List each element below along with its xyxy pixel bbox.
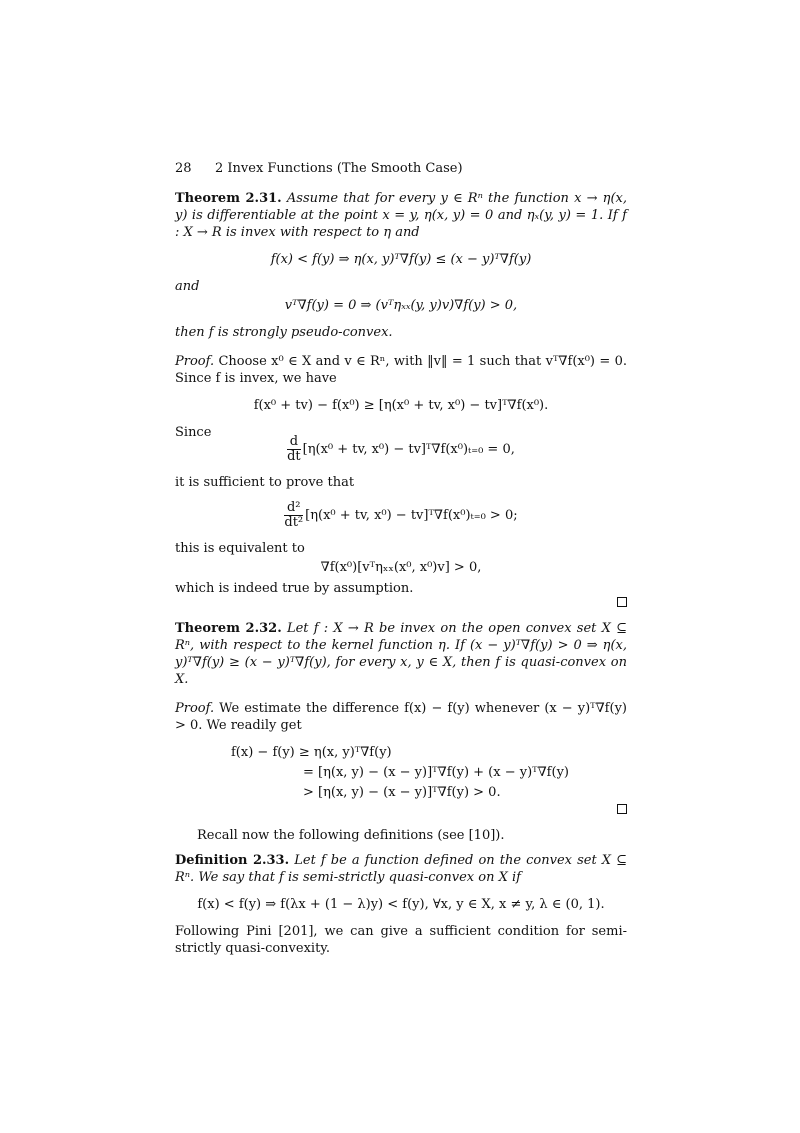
theorem-statement: Let f : X → R be invex on the open convex set X ⊆ Rⁿ, with respect to the kernel function η. If (x − y)ᵀ∇f(y) > 0 ⇒ η(x, y)ᵀ∇f(y) ≥ (x − y)ᵀ∇f(y), for every x, y ∈ X, then f is quasi-convex on X. (175, 621, 627, 687)
proof-label: Proof. (175, 354, 215, 369)
equation-second-derivative: $\frac{\text{d²}}{\text{dt²}}$ [η(x⁰ + tv, x⁰) − tv]ᵀ∇f(x⁰)ₜ₌₀ > 0; (284, 500, 518, 530)
proof-label: Proof. (175, 701, 215, 716)
equation: f(x⁰ + tv) − f(x⁰) ≥ [η(x⁰ + tv, x⁰) − tv]ᵀ∇f(x⁰). (253, 398, 549, 413)
proof-text: it is sufficient to prove that (175, 475, 355, 490)
theorem-statement: Assume that for every y ∈ Rⁿ the function x → η(x, y) is differentiable at the point x = y, η(x, y) = 0 and ηₓ(y, y) = 1. If f : X → R is invex with respect to η and (175, 191, 627, 240)
definition-label: Definition 2.33. (175, 853, 290, 868)
equation: vᵀ∇f(y) = 0 ⇒ (vᵀηₓₓ(y, y)v)∇f(y) > 0, (284, 298, 518, 313)
theorem-label: Theorem 2.31. (175, 191, 282, 206)
proof-text: We estimate the difference f(x) − f(y) whenever (x − y)ᵀ∇f(y) > 0. We readily get (175, 701, 627, 733)
proof-text: Choose x⁰ ∈ X and v ∈ Rⁿ, with ‖v‖ = 1 such that vᵀ∇f(x⁰) = 0. Since f is invex, we have (175, 354, 627, 386)
equation: ∇f(x⁰)[vᵀηₓₓ(x⁰, x⁰)v] > 0, (320, 560, 482, 575)
equation-row: f(x) − f(y) ≥ η(x, y)ᵀ∇f(y) (231, 745, 392, 760)
equation-derivative: $\frac{d}{dt}$ [η(x⁰ + tv, x⁰) − tv]ᵀ∇f(x⁰)ₜ₌₀ = 0, (287, 434, 515, 464)
qed-symbol (175, 802, 627, 819)
theorem-label: Theorem 2.32. (175, 621, 282, 636)
proof-paragraph (175, 700, 627, 734)
equation-row: = [η(x, y) − (x − y)]ᵀ∇f(y) + (x − y)ᵀ∇f(y) (303, 765, 569, 780)
aligned-equations (231, 744, 627, 804)
page-number: 28 (175, 161, 192, 176)
running-title: 2 Invex Functions (The Smooth Case) (215, 161, 463, 176)
recall-text: Recall now the following definitions (see [10]). (197, 828, 505, 843)
equation: f(x) < f(y) ⇒ η(x, y)ᵀ∇f(y) ≤ (x − y)ᵀ∇f(y) (270, 252, 532, 267)
equation: f(x) < f(y) ⇒ f(λx + (1 − λ)y) < f(y), ∀x, y ∈ X, x ≠ y, λ ∈ (0, 1). (197, 897, 605, 912)
theorem-2-31 (175, 190, 627, 241)
proof-text: this is equivalent to (175, 541, 305, 556)
fraction: $\frac{d}{dt}$ (287, 434, 301, 464)
book-page (175, 160, 627, 957)
closing-paragraph: Following Pini [201], we can give a sufficient condition for semi-strictly quasi-convexity. (175, 924, 627, 956)
theorem-2-32 (175, 620, 627, 688)
definition-statement: Let f be a function defined on the convex set X ⊆ Rⁿ. We say that f is semi-strictly quasi-convex on X if (175, 853, 628, 885)
proof-paragraph (175, 353, 627, 387)
fraction: $\frac{\text{d²}}{\text{dt²}}$ (284, 500, 304, 530)
running-header (175, 160, 627, 180)
qed-symbol (175, 595, 627, 612)
theorem-conclusion: then f is strongly pseudo-convex. (175, 325, 393, 340)
equation-row: > [η(x, y) − (x − y)]ᵀ∇f(y) > 0. (303, 785, 501, 800)
definition-2-33 (175, 852, 627, 886)
connector-text: and (175, 279, 200, 294)
proof-text: Since (175, 425, 212, 440)
proof-text: which is indeed true by assumption. (175, 581, 414, 596)
